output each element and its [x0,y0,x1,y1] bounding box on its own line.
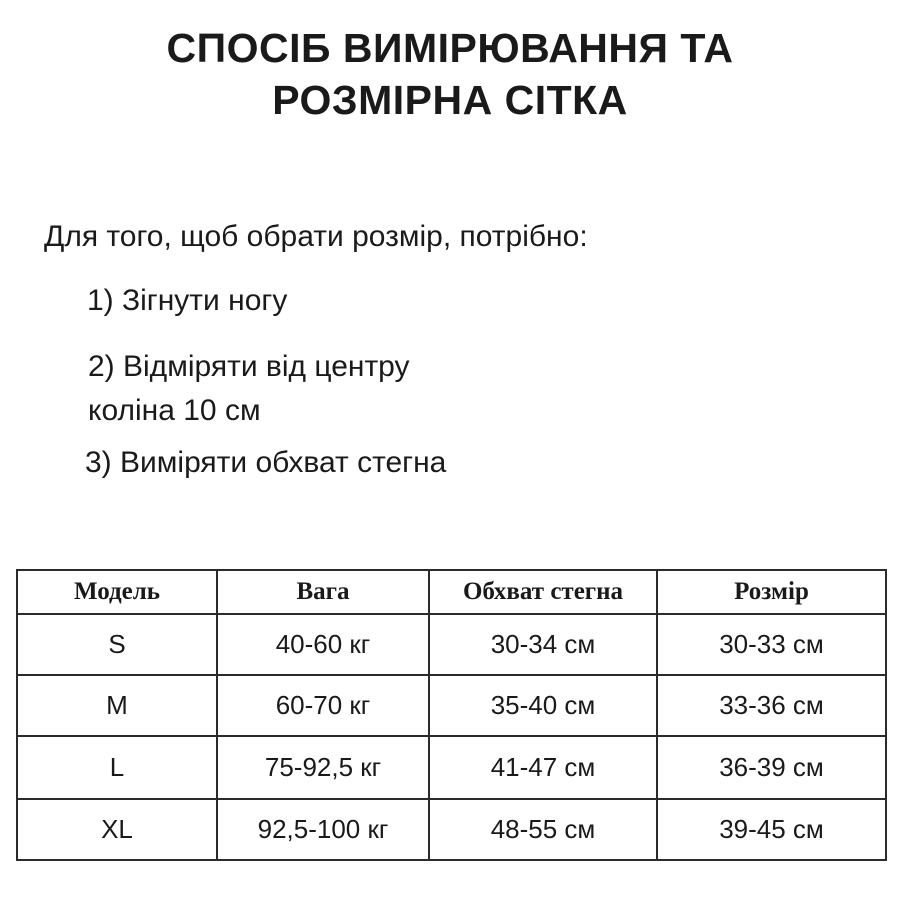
cell-weight: 60-70 кг [217,675,429,736]
table-header-row [17,570,886,614]
cell-weight: 40-60 кг [217,614,429,675]
cell-model: S [17,614,217,675]
column-header-thigh-girth: Обхват стегна [429,570,657,614]
instruction-step-3-text: 3) Виміряти обхват стегна [85,446,447,479]
cell-size: 30-33 см [657,614,886,675]
cell-size: 39-45 см [657,799,886,860]
table-row [17,799,886,860]
instruction-step-2-line-1: 2) Відміряти від центру [88,350,410,383]
instruction-step-1-text: 1) Зігнути ногу [87,284,288,317]
instruction-step-2-line-2: коліна 10 см [88,394,261,427]
cell-size: 33-36 см [657,675,886,736]
cell-model: M [17,675,217,736]
column-header-model: Модель [17,570,217,614]
cell-thigh-girth: 48-55 см [429,799,657,860]
instruction-step-2 [88,345,410,433]
instructions-intro: Для того, щоб обрати розмір, потрібно: [44,220,588,253]
column-header-size: Розмір [657,570,886,614]
instruction-step-1 [87,282,287,320]
cell-thigh-girth: 41-47 см [429,736,657,799]
page-title [0,22,900,126]
cell-model: XL [17,799,217,860]
cell-weight: 75-92,5 кг [217,736,429,799]
cell-thigh-girth: 35-40 см [429,675,657,736]
table-row [17,614,886,675]
table-row [17,675,886,736]
instruction-step-3 [85,444,446,482]
table-row [17,736,886,799]
page-title-line-2: РОЗМІРНА СІТКА [272,77,628,123]
column-header-weight: Вага [217,570,429,614]
size-chart-table [16,569,887,861]
cell-weight: 92,5-100 кг [217,799,429,860]
cell-thigh-girth: 30-34 см [429,614,657,675]
page-title-line-1: СПОСІБ ВИМІРЮВАННЯ ТА [166,25,734,71]
cell-model: L [17,736,217,799]
cell-size: 36-39 см [657,736,886,799]
